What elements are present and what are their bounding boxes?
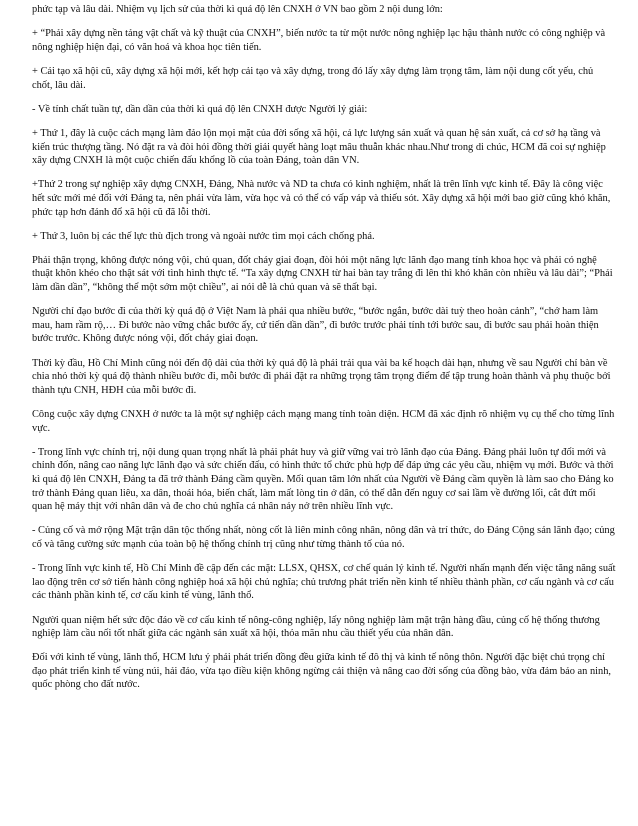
paragraph-reason-3: + Thứ 3, luôn bị các thế lực thù địch trong và ngoài nước tìm mọi cách chống phá. — [32, 230, 375, 242]
paragraph-reason-2: +Thứ 2 trong sự nghiệp xây dựng CNXH, Đảng, Nhà nước và ND ta chưa có kinh nghiệm, nhất là trên lĩnh vực kinh tế. Đây là công việc hết sức mới mẻ đối với Đảng ta, nên phải vừa làm, vừa học và có thể có vấp váp và thiếu sót. Xây dựng xã hội mới bao giờ cũng khó khăn, phức tạp hơn đánh đổ xã hội cũ đã lỗi thời. — [32, 179, 611, 218]
paragraph-material-foundation: + “Phải xây dựng nền tảng vật chất và kỹ thuật của CNXH”, biến nước ta từ một nước nông nghiệp lạc hậu thành nước có công nghiệp và nông nghiệp hiện đại, có văn hoá và khoa học tiên tiến. — [32, 28, 606, 53]
paragraph-caution: Phải thận trọng, không được nóng vội, chủ quan, đốt cháy giai đoạn, đòi hỏi một năng lực lãnh đạo mang tính khoa học và phải có nghệ thuật khôn khéo cho thật sát với tình hình thực tế. “Ta xây dựng CNXH từ hai bàn tay trắng đi lên thì khó khăn còn nhiều và lâu dài”; “Phải làm dần dần”, “không thể một sớm một chiều”, ai nói dễ là chủ quan và sẽ thất bại. — [32, 254, 613, 294]
paragraph-regional-economy: Đối với kinh tế vùng, lãnh thổ, HCM lưu ý phải phát triển đồng đều giữa kinh tế đô thị và kinh tế nông thôn. Người đặc biệt chú trọng chỉ đạo phát triển kinh tế vùng núi, hải đảo, vừa tạo điều kiện không ngừng cải thiện và nâng cao đời sống của đồng bào, vừa đảm bảo an ninh, quốc phòng cho đất nước. — [32, 652, 612, 691]
paragraph-social-reform: + Cải tạo xã hội cũ, xây dựng xã hội mới, kết hợp cải tạo và xây dựng, trong đó lấy xây dựng làm trọng tâm, làm nội dung cốt yếu, chủ chốt, lâu dài. — [32, 65, 594, 91]
paragraph-political-field: - Trong lĩnh vực chính trị, nội dung quan trọng nhất là phải phát huy và giữ vững vai trò lãnh đạo của Đảng. Đảng phải luôn tự đổi mới và chỉnh đốn, nâng cao năng lực lãnh đạo và sức chiến đấu, có hình thức tổ chức phù hợp để đáp ứng các yêu cầu, nhiệm vụ mới. Bước và thời kì quá độ lên CNXH, Đảng ta đã trở thành Đảng cầm quyền. Mối quan tâm lớn nhất của Người về Đảng cầm quyền là làm sao cho Đảng ko trở thành Đảng quan liêu, xa dân, thoái hóa, biến chất, làm mất lòng tin ở dân, có thể dẫn đến nguy cơ sai lầm về đường lối, cắt đứt mối quan hệ máy thịt với nhân dân và đe cho chủ nghĩa cá nhân nảy nở trên nhiều lĩnh vực. — [32, 446, 614, 513]
paragraph-early-period: Thời kỳ đầu, Hồ Chí Minh cũng nói đến độ dài của thời kỳ quá độ là phải trải qua vài ba kế hoạch dài hạn, nhưng về sau Người chỉ bàn về chia nhỏ thời kỳ quá độ thành nhiều bước đi, mỗi bước đi phải đặt ra những trọng tâm trọng điểm để tập trung hoàn thành và phụ thuộc bởi thành tựu CNH, HĐH của mỗi bước đi. — [32, 357, 611, 396]
paragraph-historical-tasks-intro: phức tạp và lâu dài. Nhiệm vụ lịch sử của thời kì quá độ lên CNXH ở VN bao gồm 2 nội dung lớn: — [32, 4, 443, 15]
paragraph-united-front: - Củng cố và mở rộng Mặt trận dân tộc thống nhất, nòng cốt là liên minh công nhân, nông dân và trí thức, do Đảng Cộng sản lãnh đạo; củng cố và tăng cường sức mạnh của toàn bộ hệ thống chính trị cũng như từng thành tố của nó. — [32, 525, 615, 550]
paragraph-comprehensive-revolution: Công cuộc xây dựng CNXH ở nước ta là một sự nghiệp cách mạng mang tính toàn diện. HCM đã xác định rõ nhiệm vụ cụ thể cho từng lĩnh vực. — [32, 409, 615, 434]
paragraph-steps: Người chỉ đạo bước đi của thời kỳ quá độ ở Việt Nam là phải qua nhiều bước, “bước ngắn, bước dài tuỳ theo hoàn cảnh”, “chớ ham làm mau, ham rầm rộ,… Đi bước nào vững chắc bước ấy, cứ tiến dần dần”, đi bước trước phải tính tới bước sau, đi bước sau phải hoàn thiện bước trước. Không được nóng vội, đốt cháy giai đoạn. — [32, 306, 599, 345]
paragraph-reason-1: + Thứ 1, đây là cuộc cách mạng làm đảo lộn mọi mặt của đời sống xã hội, cả lực lượng sản xuất và quan hệ sản xuất, cả cơ sở hạ tầng và kiến trúc thượng tầng. Nó đặt ra và đòi hỏi đồng thời giải quyết hàng loạt mâu thuẫn khác nhau.Như trong di chúc, HCM đã coi sự nghiệp xây dựng CNXH là một cuộc chiến đấu khổng lồ của toàn Đảng, toàn dân VN. — [32, 127, 606, 167]
paragraph-economic-structure: Người quan niệm hết sức độc đáo về cơ cấu kinh tế nông-công nghiệp, lấy nông nghiệp làm mặt trận hàng đầu, củng cố hệ thống thương nghiệp làm cầu nối tốt nhất giữa các ngành sản xuất xã hội, thỏa mãn nhu cầu thiết yếu của nhân dân. — [32, 614, 600, 640]
paragraph-gradual-nature-intro: - Về tính chất tuần tự, dần dần của thời kì quá độ lên CNXH được Người lý giải: — [32, 103, 368, 115]
paragraph-economic-field: - Trong lĩnh vực kinh tế, Hồ Chí Minh đề cập đến các mặt: LLSX, QHSX, cơ chế quản lý kinh tế. Người nhấn mạnh đến việc tăng năng suất lao động trên cơ sở tiến hành công nghiệp hoá xã hội chủ nghĩa; chủ trương phát triển nền kinh tế nhiều thành phần, cơ cấu ngành và cơ cấu các thành phần kinh tế, cơ cấu kinh tế vùng, lãnh thổ. — [32, 563, 616, 602]
